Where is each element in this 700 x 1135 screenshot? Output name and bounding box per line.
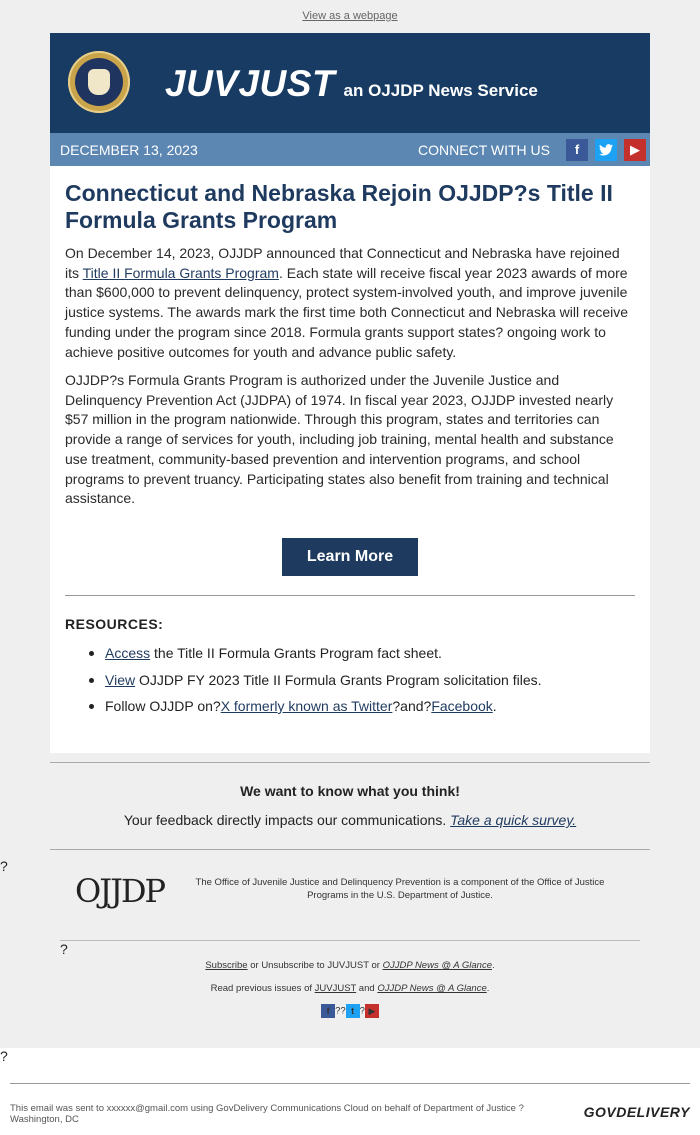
separator: ?? — [335, 1005, 346, 1017]
resource-item-text: ?and? — [392, 698, 432, 714]
footer-divider — [60, 940, 640, 941]
article-title: Connecticut and Nebraska Rejoin OJJDP?s Title II Formula Grants Program — [65, 180, 613, 233]
survey-link[interactable]: Take a quick survey. — [450, 812, 577, 828]
date-bar — [50, 133, 650, 166]
youtube-icon[interactable]: ▶ — [624, 139, 646, 161]
article-paragraph-2: OJJDP?s Formula Grants Program is authorized under the Juvenile Justice and Delinquency Prevention Act (JJDPA) of 1974. In fiscal year 2023, OJJDP invested nearly $57 million in the program nationwide. Through this program, states and territories can provide a range of services for youth, including job training, mental health and substance use treatment, community-based prevention and intervention programs, and school programs to prevent truancy. Participating states also benefit from training and technical assistance. — [65, 372, 614, 507]
view-as-webpage-bar — [0, 10, 700, 22]
resource-item-text: Follow OJJDP on? — [105, 698, 221, 714]
facebook-icon[interactable]: f — [321, 1004, 335, 1018]
period: . — [486, 983, 490, 994]
govdelivery-logo: GOVDELIVERY — [583, 1104, 690, 1120]
resource-item-text: . — [492, 698, 497, 714]
news-glance-archive-link[interactable]: OJJDP News @ A Glance — [377, 983, 487, 994]
brand-sub: an OJJDP News Service — [343, 81, 538, 100]
section-divider — [65, 595, 635, 596]
newsletter-header — [50, 33, 650, 133]
ojjdp-description: The Office of Juvenile Justice and Delinquency Prevention is a component of the Office of Justice Programs in the U.S. Department of Justice. — [195, 877, 605, 901]
separator: ? — [359, 1005, 365, 1017]
resource-item-text: the Title II Formula Grants Program fact sheet. — [150, 645, 442, 661]
feedback-divider-bottom — [50, 849, 650, 850]
view-solicitation-link[interactable]: View — [105, 671, 136, 688]
previous-issues-line — [0, 983, 700, 994]
subscription-line — [0, 960, 700, 971]
email-footer — [0, 1048, 700, 1135]
footer-disclaimer: This email was sent to xxxxxx@gmail.com using GovDelivery Communications Cloud on behalf of Department of Justice ? Washington, DC — [10, 1103, 524, 1125]
subscribe-link[interactable]: Subscribe — [205, 960, 248, 971]
news-glance-link[interactable]: OJJDP News @ A Glance — [382, 960, 492, 971]
stray-question-mark: ? — [60, 941, 68, 957]
previous-issues-text: Read previous issues of — [210, 983, 315, 994]
access-fact-sheet-link[interactable]: Access — [105, 645, 151, 661]
resources-list — [65, 644, 635, 724]
footer-rule — [10, 1083, 690, 1084]
subscription-text: or Unsubscribe to JUVJUST or — [247, 960, 383, 971]
brand-main: JUVJUST — [165, 63, 336, 104]
facebook-icon[interactable]: f — [566, 139, 588, 161]
resource-item — [65, 644, 635, 671]
juvjust-link[interactable]: JUVJUST — [314, 983, 357, 994]
title-ii-program-link[interactable]: Title II Formula Grants Program — [82, 264, 279, 281]
issue-date: DECEMBER 13, 2023 — [60, 142, 198, 158]
stray-question-mark: ? — [0, 858, 8, 874]
brand-title — [165, 63, 538, 105]
feedback-title: We want to know what you think! — [240, 783, 460, 799]
learn-more-button[interactable]: Learn More — [282, 538, 418, 576]
period: . — [492, 960, 495, 971]
twitter-icon[interactable] — [595, 139, 617, 161]
resource-item — [65, 671, 635, 698]
article-paragraph-1 — [65, 244, 635, 362]
resources-heading: RESOURCES: — [65, 616, 164, 632]
doj-seal-logo — [68, 51, 130, 113]
p1-text-before: On December 14, 2023, OJJDP announced that Connecticut and Nebraska have rejoined its — [65, 245, 620, 281]
resource-item — [65, 697, 635, 724]
connect-label: CONNECT WITH US — [418, 142, 550, 158]
resource-item-text: OJJDP FY 2023 Title II Formula Grants Program solicitation files. — [135, 671, 542, 688]
stray-question-mark: ? — [0, 1048, 8, 1064]
twitter-icon[interactable]: t — [346, 1004, 360, 1018]
youtube-icon[interactable]: ▶ — [365, 1004, 379, 1018]
feedback-copy: Your feedback directly impacts our communications. — [123, 812, 451, 828]
and-text: and — [356, 983, 378, 994]
footer-social-icons — [0, 1004, 700, 1018]
feedback-text — [0, 812, 700, 828]
feedback-divider-top — [50, 762, 650, 763]
twitter-link[interactable]: X formerly known as Twitter — [220, 698, 393, 714]
p1-text-after: . Each state will receive fiscal year 2023 awards of more than $600,000 to prevent delinquency, protect system-involved youth, and improve juvenile justice systems. The awards mark the first time both Connecticut and Nebraska will receive funding under the program since 2018. Formula grants support states? ongoing work to achieve positive outcomes for youth and advance public safety. — [65, 264, 629, 360]
ojjdp-logo: OJJDP — [75, 872, 165, 910]
facebook-link[interactable]: Facebook — [431, 698, 493, 714]
article-card — [50, 166, 650, 753]
view-as-webpage-link[interactable]: View as a webpage — [302, 10, 398, 22]
